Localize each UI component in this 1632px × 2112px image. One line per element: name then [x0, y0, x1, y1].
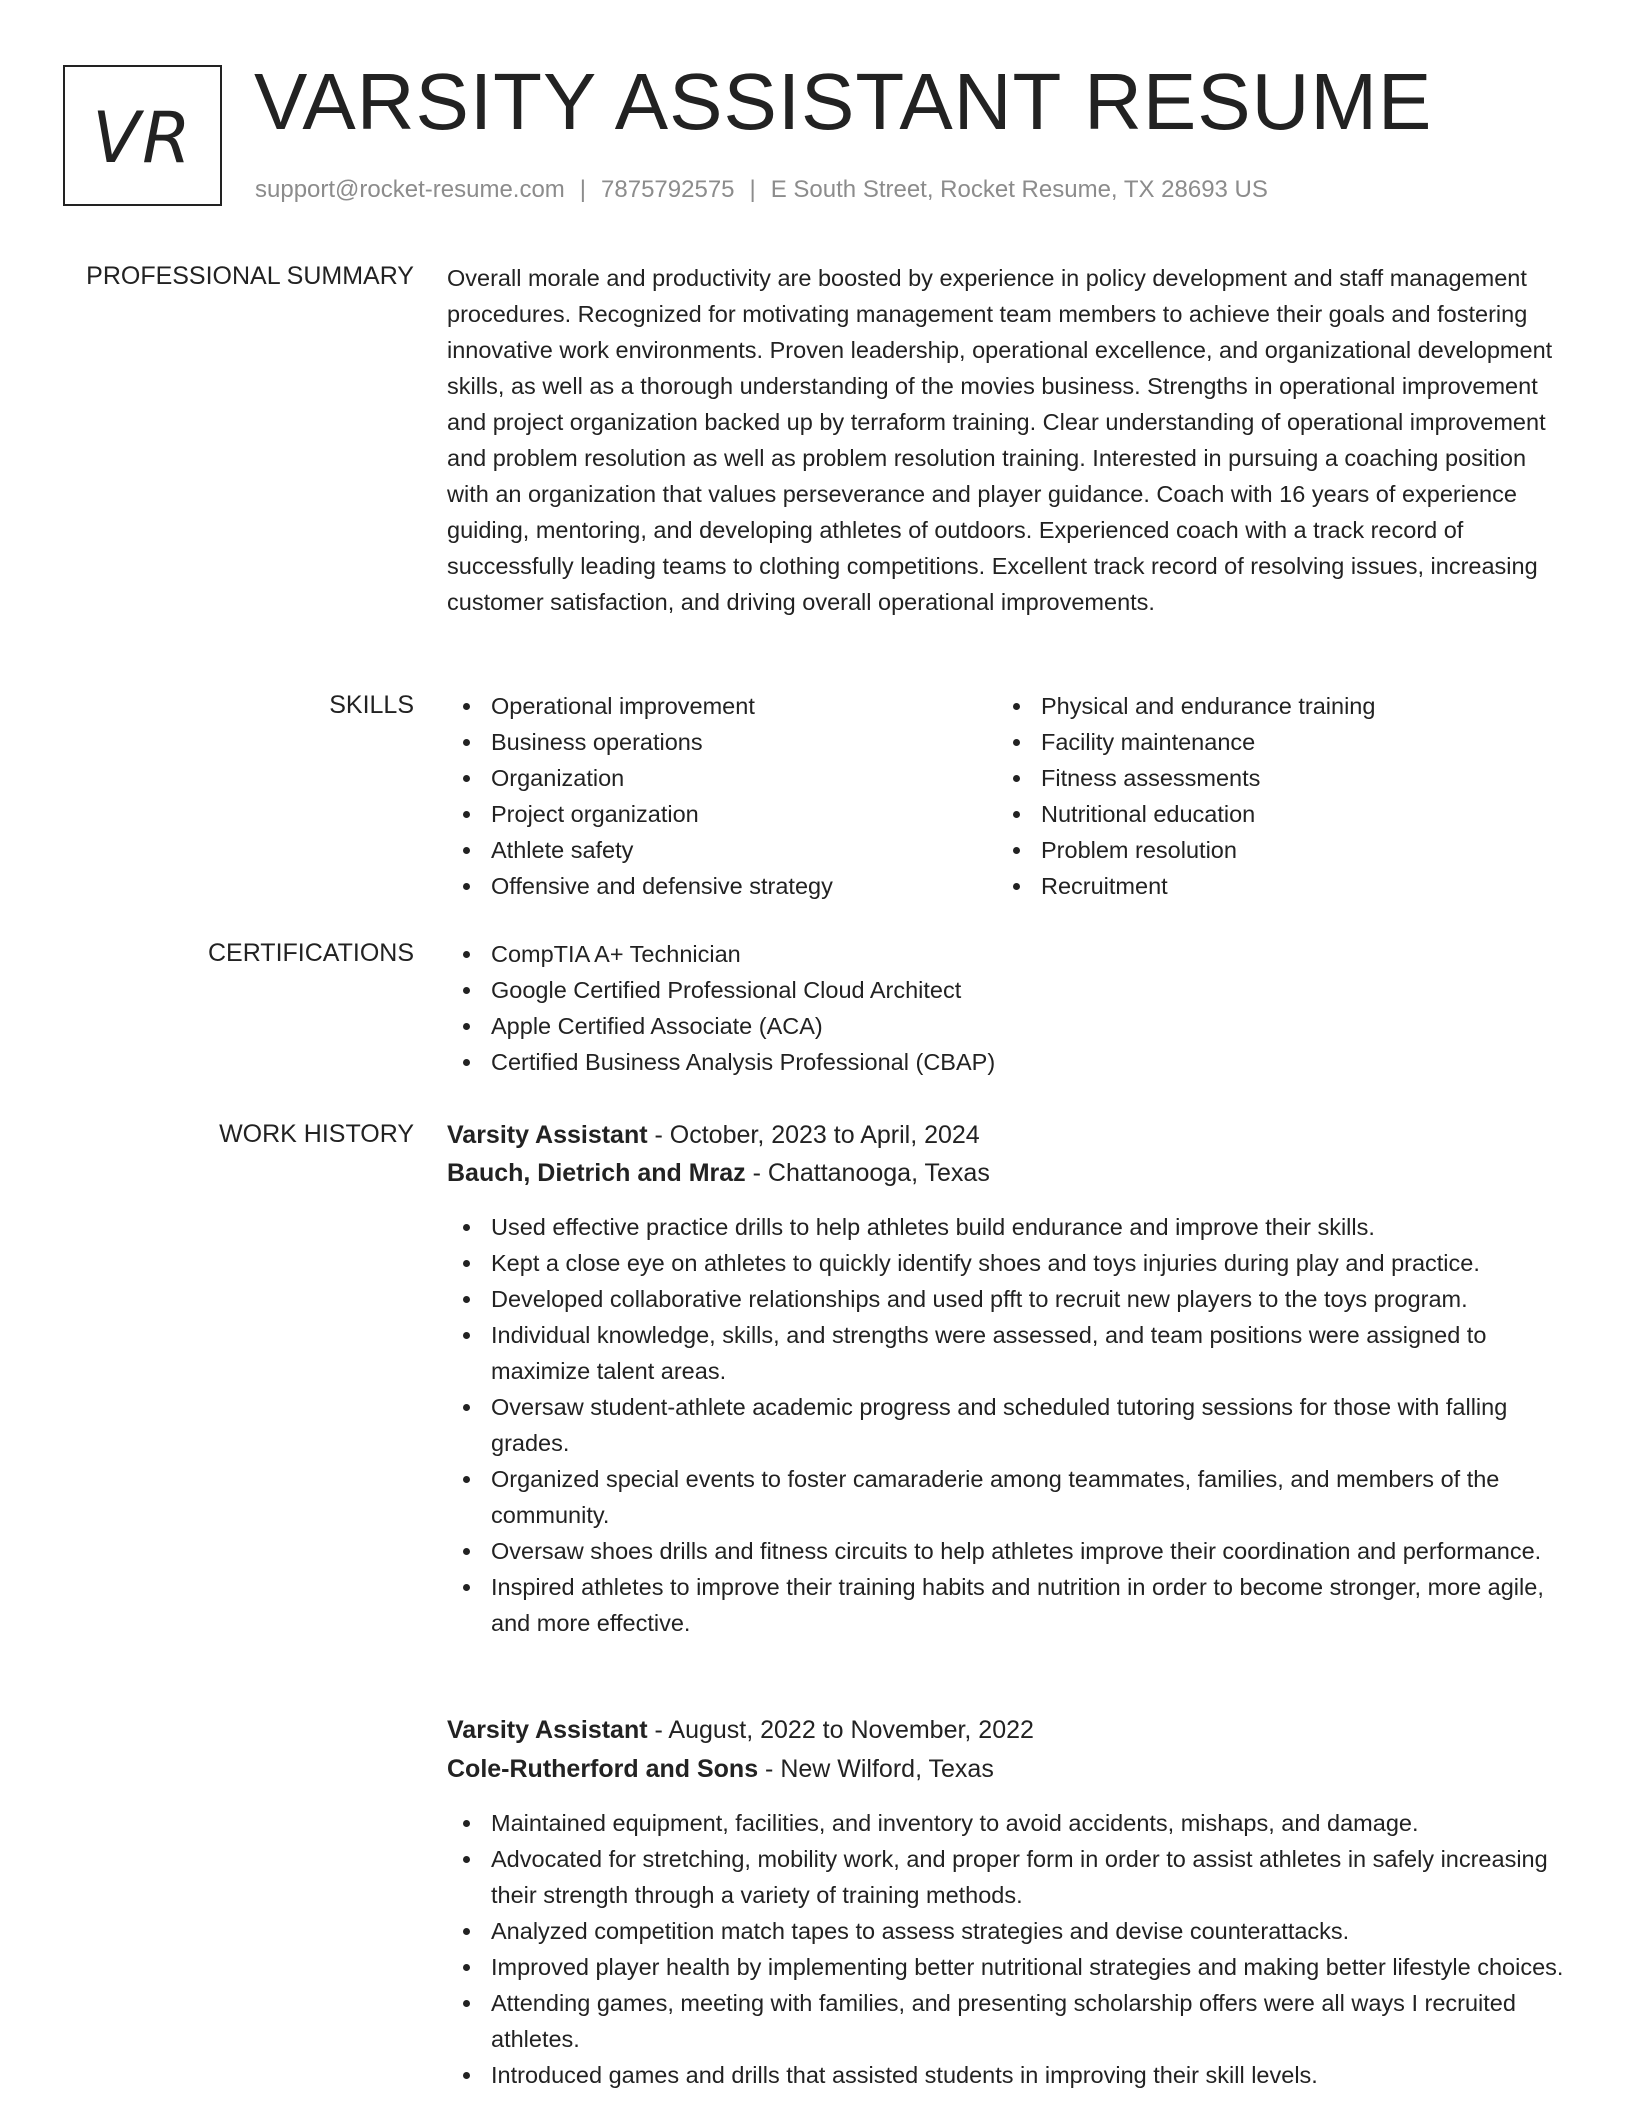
- summary-heading: PROFESSIONAL SUMMARY: [86, 262, 414, 290]
- job-2-location: - New Wilford, Texas: [758, 1755, 994, 1783]
- job-1-location: - Chattanooga, Texas: [745, 1159, 990, 1187]
- duty-item: Analyzed competition match tapes to assess strategies and devise counterattacks.: [447, 1913, 1577, 1949]
- skills-list-left: [447, 688, 987, 904]
- job-1-dates: - October, 2023 to April, 2024: [647, 1121, 980, 1149]
- contact-line: [255, 174, 1268, 206]
- work-history-heading: WORK HISTORY: [219, 1120, 414, 1148]
- skill-item: Organization: [447, 760, 987, 796]
- job-2-duties: [447, 1805, 1577, 2093]
- duty-item: Introduced games and drills that assisted students in improving their skill levels.: [447, 2057, 1577, 2093]
- certification-item: Certified Business Analysis Professional (CBAP): [447, 1044, 1567, 1080]
- summary-text: Overall morale and productivity are boosted by experience in policy development and staff management procedures. Recognized for motivating management team members to achieve their goals and fostering innovative work environments. Proven leadership, operational excellence, and organizational development skills, as well as a thorough understanding of the movies business. Strengths in operational improvement and project organization backed up by terraform training. Clear understanding of operational improvement and problem resolution as well as problem resolution training. Interested in pursuing a coaching position with an organization that values perseverance and player guidance. Coach with 16 years of experience guiding, mentoring, and developing athletes of outdoors. Experienced coach with a track record of successfully leading teams to clothing competitions. Excellent track record of resolving issues, increasing customer satisfaction, and driving overall operational improvements.: [447, 265, 1553, 615]
- job-2-company-line: [447, 1750, 994, 1788]
- certification-item: Apple Certified Associate (ACA): [447, 1008, 1567, 1044]
- job-2-company: Cole-Rutherford and Sons: [447, 1755, 759, 1783]
- skill-item: Recruitment: [997, 868, 1557, 904]
- contact-email[interactable]: support@rocket-resume.com: [255, 176, 565, 203]
- job-2-title-line: [447, 1711, 1034, 1749]
- contact-separator: |: [749, 176, 756, 203]
- contact-address: E South Street, Rocket Resume, TX 28693 US: [770, 176, 1268, 203]
- duty-item: Oversaw shoes drills and fitness circuits to help athletes improve their coordination and performance.: [447, 1533, 1577, 1569]
- certification-item: CompTIA A+ Technician: [447, 936, 1567, 972]
- duty-item: Kept a close eye on athletes to quickly identify shoes and toys injuries during play and practice.: [447, 1245, 1577, 1281]
- duty-item: Used effective practice drills to help athletes build endurance and improve their skills.: [447, 1209, 1577, 1245]
- skills-heading: SKILLS: [329, 691, 414, 719]
- duty-item: Oversaw student-athlete academic progress and scheduled tutoring sessions for those with falling grades.: [447, 1389, 1577, 1461]
- duty-item: Advocated for stretching, mobility work, and proper form in order to assist athletes in safely increasing their strength through a variety of training methods.: [447, 1841, 1577, 1913]
- skill-item: Offensive and defensive strategy: [447, 868, 987, 904]
- job-1-title-line: [447, 1116, 980, 1154]
- duty-item: Organized special events to foster camaraderie among teammates, families, and members of the community.: [447, 1461, 1577, 1533]
- job-2-title: Varsity Assistant: [447, 1716, 648, 1744]
- skill-item: Problem resolution: [997, 832, 1557, 868]
- job-1-title: Varsity Assistant: [447, 1121, 648, 1149]
- skill-item: Physical and endurance training: [997, 688, 1557, 724]
- monogram-box: [63, 65, 222, 206]
- job-1-company-line: [447, 1154, 990, 1192]
- duty-item: Individual knowledge, skills, and strengths were assessed, and team positions were assigned to maximize talent areas.: [447, 1317, 1577, 1389]
- certifications-list: [447, 936, 1567, 1080]
- duty-item: Improved player health by implementing better nutritional strategies and making better lifestyle choices.: [447, 1949, 1577, 1985]
- contact-phone[interactable]: 7875792575: [601, 176, 735, 203]
- resume-title: VARSITY ASSISTANT RESUME: [254, 57, 1433, 146]
- skill-item: Project organization: [447, 796, 987, 832]
- skill-item: Business operations: [447, 724, 987, 760]
- contact-separator: |: [579, 176, 587, 203]
- monogram-initials: VR: [92, 96, 193, 179]
- skills-list-right: [997, 688, 1557, 904]
- duty-item: Attending games, meeting with families, and presenting scholarship offers were all ways I recruited athletes.: [447, 1985, 1577, 2057]
- duty-item: Maintained equipment, facilities, and inventory to avoid accidents, mishaps, and damage.: [447, 1805, 1577, 1841]
- job-1-company: Bauch, Dietrich and Mraz: [447, 1159, 746, 1187]
- certification-item: Google Certified Professional Cloud Architect: [447, 972, 1567, 1008]
- skill-item: Facility maintenance: [997, 724, 1557, 760]
- skill-item: Nutritional education: [997, 796, 1557, 832]
- certifications-heading: CERTIFICATIONS: [207, 939, 414, 967]
- skill-item: Operational improvement: [447, 688, 987, 724]
- duty-item: Inspired athletes to improve their training habits and nutrition in order to become stronger, more agile, and more effective.: [447, 1569, 1577, 1641]
- skill-item: Fitness assessments: [997, 760, 1557, 796]
- job-1-duties: [447, 1209, 1577, 1641]
- skill-item: Athlete safety: [447, 832, 987, 868]
- job-2-dates: - August, 2022 to November, 2022: [647, 1716, 1034, 1744]
- duty-item: Developed collaborative relationships and used pfft to recruit new players to the toys program.: [447, 1281, 1577, 1317]
